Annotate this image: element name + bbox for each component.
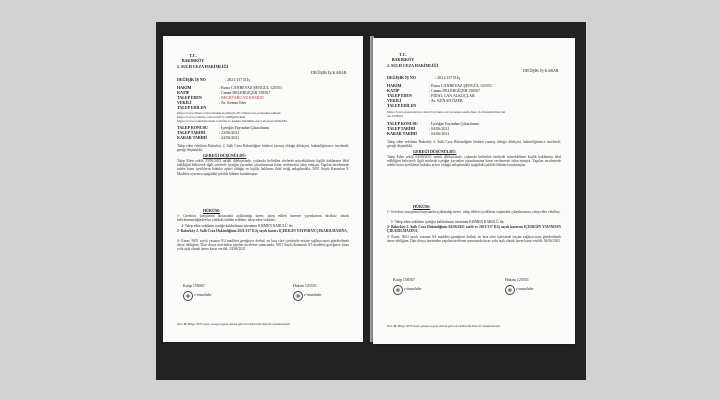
link-2[interactable]: https://www.youtube.com/watch?v=d0HgbdS4eJk [177, 115, 246, 119]
judge-esign-text: e-imzalıdır [516, 286, 534, 291]
clerk-signature-label: Katip 158567 [393, 277, 415, 282]
request-date-value: : 04/06/2021 [429, 126, 450, 131]
clerk-value: : Canan DELERGİÇER 158567 [219, 90, 271, 95]
header-court: 2. SULH CEZA HAKİMLİĞİ [387, 63, 439, 68]
verdict-item-1: 1- Gereksiz yazıştırma hususunda açıklandığı üzere, talep edilen internet yayınlarının eksiksiz olarak belirlenemediğinden bu yöndeki talebin reddine; talep eden vekiline, [177, 214, 349, 223]
judge-value: : Esma CANBEYAZ ŞENGÜL 125551 [429, 83, 492, 88]
clerk-value: : Canan DELERGİÇER 158567 [429, 88, 481, 93]
header-city: BAKIRKÖY [391, 57, 415, 62]
verdict-heading: HÜKÜM: [203, 208, 221, 213]
subject-value: : İçeriğin Yayından Çıkarılması [429, 121, 480, 126]
decision-date-value: : 24/06/2021 [219, 135, 240, 140]
removal-order-line: 2- Bakırköy 2. Sulh Ceza Hakimliğinin 2021/137 D.İş sayılı kararı İÇERİĞİN YAYINDAN ÇIKARILMASINA, [177, 229, 348, 233]
subject-label: TALEP KONUSU [387, 121, 418, 126]
partial-acceptance-line: 1- Talep eden vekilinin içeriğin kaldırılması isteminin KISMEN KABULÜ ile; [391, 220, 505, 224]
clerk-esign-text: e-imzalıdır [404, 286, 422, 291]
reasoning-heading: GEREĞİ DÜŞÜNÜLDÜ: [413, 149, 457, 154]
link-1[interactable]: https://www.gazeteduvar.com.tr/bayraktar-ozvoz-sepet-sakin-fiset-1b-fiiniadevilde-bah [387, 110, 506, 114]
verdict-item-3: 3- Karar, 5651 sayılı yasanın 9/4 maddesi gereğince derhal, en kısa süre içerisinde erişim sağlayıcısına gönderilmek üzere tebliğine; Dair dosya üzerinden yapılan inceleme sonucunda itiraz yolu açık olmak üzere karar verildi. 04/06/2021 [387, 235, 561, 244]
judge-label: HAKİM [177, 85, 192, 90]
judge-value: : Esma CANBEYAZ ŞENGÜL 125551 [219, 85, 282, 90]
file-number-label: DEĞİŞİK İŞ NO [387, 75, 416, 80]
intro-paragraph: Talep eden vekilinin Bakırköy 2. Sulh Ceza Hakimliğine hitaben yazmış olduğu dilekçesi, hakimliğimizce incelendi; gereği düşünüldü. [177, 144, 349, 153]
applicant-value: : FİDAL CAN ALKOÇLAR [429, 93, 475, 98]
subject-value: : İçeriğin Yayından Çıkarılması [219, 125, 270, 130]
header-tc: T.C. [399, 52, 407, 57]
request-date-label: TALEP TARİHİ [387, 126, 416, 131]
footer-note: Not: Bu Belge 5070 sayılı yasaya uygun olarak güvenli elektronik imza ile imzalanmıştır. [177, 322, 291, 326]
verdict-item-3: 3- Karar, 5651 sayılı yasanın 9/4 maddesi gereğince derhal, en kısa süre içerisinde erişim sağlayıcısına gönderilmek üzere tebliğine; Dair dosya üzerinden yapılan inceleme sonucunda, 5651 Sayılı Kanunun 9/5 maddesi gereğince itiraz yolu açık olmak üzere karar verildi. 24/06/2021 [177, 239, 349, 252]
decision-date-label: KARAR TARİHİ [177, 135, 207, 140]
clerk-esign-seal-icon [183, 291, 193, 301]
respondent-label: TALEP EDİLEN [387, 103, 417, 108]
request-date-value: : 23/06/2021 [219, 130, 240, 135]
link-2[interactable]: uh-1528291 [387, 114, 404, 118]
request-date-label: TALEP TARİHİ [177, 130, 206, 135]
file-number-value: : 2021/137 D.İş [225, 77, 250, 82]
judge-signature-label: Hakim 125551 [293, 283, 317, 288]
decision-type: DEĞİŞİK İŞ KARAR [311, 70, 347, 75]
judge-esign-text: e-imzalıdır [304, 292, 322, 297]
verdict-heading: HÜKÜM: [413, 204, 431, 209]
decision-date-label: KARAR TARİHİ [387, 131, 417, 136]
clerk-signature-label: Katip 158567 [183, 283, 205, 288]
attorney-label: VEKİLİ [387, 98, 402, 103]
footer-note: Not: Bu Belge 5070 sayılı yasaya uygun olarak güvenli elektronik imza ile imzalanmıştır. [387, 324, 501, 328]
link-3[interactable]: https://www.youtubebottom.com/file-fc-keskin-hakimlik-araci-ziyareti-Sm3uhFu [177, 119, 288, 123]
clerk-esign-text: e-imzalıdır [194, 292, 212, 297]
decision-type: DEĞİŞİK İŞ KARAR [523, 68, 559, 73]
removal-order-line: 2- Bakırköy 2. Sulh Ceza Hakimliğinin 04/06/2021 tarih ve 2021/137 D.İş sayılı kararını İÇERİĞİN YAYINDAN ÇIKARILMASINA, [387, 225, 561, 233]
file-number-label: DEĞİŞİK İŞ NO [177, 77, 206, 82]
left-page [163, 36, 363, 342]
judge-signature-label: Hakim 125551 [505, 277, 529, 282]
clerk-esign-seal-icon [393, 285, 403, 295]
judge-esign-seal-icon [505, 285, 515, 295]
intro-paragraph: Talep eden vekilinin Bakırköy 2. Sulh Ceza Hakimliğine hitaben yazmış olduğu dilekçesi, hakimliğimizce incelendi; gereği düşünüldü. [387, 140, 561, 149]
header-tc: T.C. [189, 53, 197, 58]
applicant-label: TALEP EDEN [387, 93, 412, 98]
reasoning-heading: GEREĞİ DÜŞÜNÜLDÜ: [203, 153, 247, 158]
applicant-value: : RECEP ERCAN KESKİN [219, 95, 264, 100]
reasoning-paragraph: Talep Eden vekili 04/06/2021 tarihli dilekçesinde, yukarıda belirtilen sitelerde müvekkilinin kişilik haklarının ihlal edildiğini belirterek ilgili sitelerde içeriğin yayından çıkarılmasına karar verilmesini talep etmiştir. Yapılan incelemede talebe konu içeriklerin hukuka aykırı olduğu anlaşılmakla aşağıdaki şekilde hüküm kurulmuştur. [387, 155, 561, 168]
applicant-label: TALEP EDEN [177, 95, 202, 100]
reasoning-paragraph: Talep Eden vekili 23/06/2021 tarihli dilekçesinde, yukarıda belirtilen sitelerde müvekkilinin kişilik haklarının ihlal edildiğini belirterek ilgili sitelerde içeriğin yayından çıkarılmasına karar verilmesini talep etmiştir. Yapılan incelemede talebe konu içeriklerin hukuka aykırı olduğu ve kişilik haklarını ihlal ettiği anlaşılmakla, 5651 Sayılı Kanun'un 9. Maddesi uyarınca aşağıdaki şekilde hüküm kurulmuştur. [177, 159, 349, 176]
verdict-item-1: 1- Gereksiz yazıştırma hususunda açıklandığı üzere, talep edilen içeriklerin erişimden çıkarılmasına, talep eden vekiline, [387, 210, 561, 214]
judge-label: HAKİM [387, 83, 402, 88]
attorney-label: VEKİLİ [177, 100, 192, 105]
clerk-label: KATİP [177, 90, 190, 95]
respondent-label: TALEP EDİLEN [177, 105, 207, 110]
attorney-value: : Av. KENAN ÖZER [429, 98, 463, 103]
header-court: 2. SULH CEZA HAKİMLİĞİ [177, 64, 229, 69]
right-page [373, 38, 575, 344]
judge-esign-seal-icon [293, 291, 303, 301]
file-number-value: : 2021/137 D.İş [435, 75, 460, 80]
header-city: BAKIRKÖY [181, 58, 205, 63]
clerk-label: KATİP [387, 88, 400, 93]
decision-date-value: : 04/06/2021 [429, 131, 450, 136]
attorney-value: : Av. Kenan Özer [219, 100, 247, 105]
partial-acceptance-line: 4- Talep eden vekilinin içeriğe kaldırılması isteminin KISMEN KABULÜ ile; [181, 224, 294, 228]
link-1[interactable]: https://www.diken.com.tr/keskin-holdingin-30-villasi-icin-yolsuzluk-iddiasi/ [177, 111, 282, 115]
subject-label: TALEP KONUSU [177, 125, 208, 130]
